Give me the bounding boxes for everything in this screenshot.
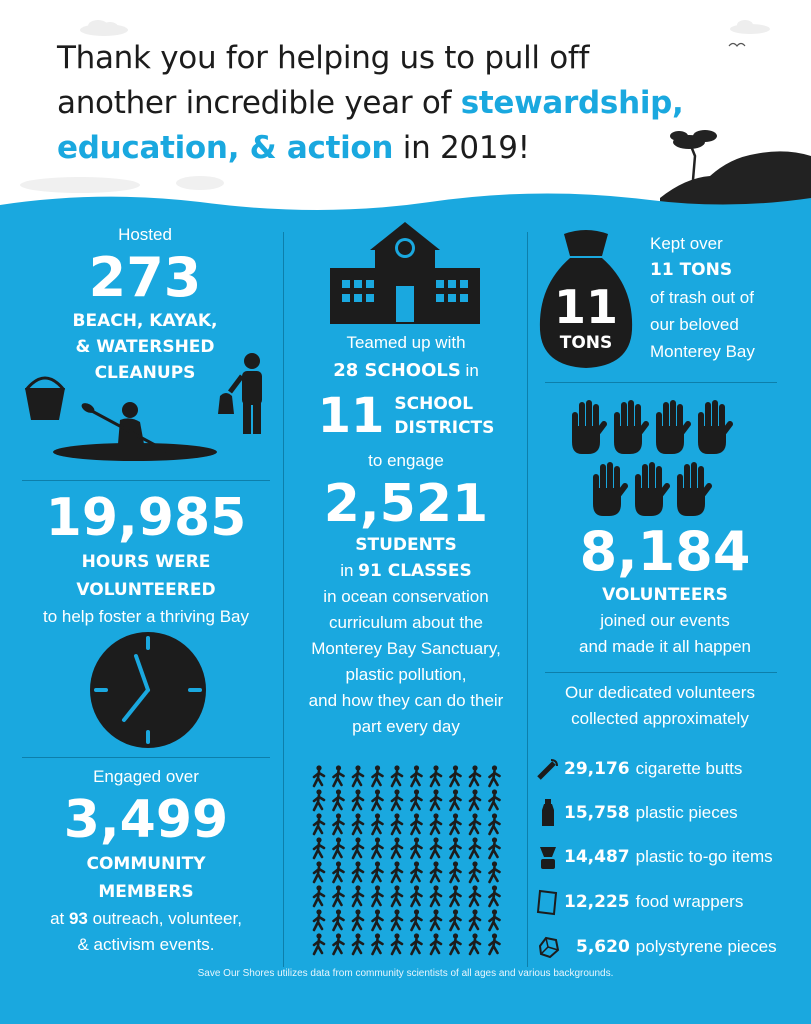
walking-person-icon xyxy=(353,837,363,858)
collected-item xyxy=(536,754,742,784)
walking-person-icon xyxy=(451,909,461,930)
walking-person-icon xyxy=(334,909,344,930)
raised-hands-group xyxy=(570,398,750,524)
divider xyxy=(22,480,270,481)
cleanups-number: 273 xyxy=(88,246,202,309)
collected-item xyxy=(536,842,773,872)
raised-hand-icon xyxy=(572,400,604,454)
walking-person-icon xyxy=(412,765,422,786)
walking-person-icon xyxy=(451,933,461,954)
hours-number: 19,985 xyxy=(45,488,247,548)
headline-line2: another incredible year of xyxy=(57,85,461,121)
schools-pre: Teamed up with xyxy=(346,333,466,352)
header xyxy=(0,0,811,230)
headline-education-action: education, & action xyxy=(57,130,394,166)
trash-l2: 11 TONS xyxy=(650,260,733,280)
walking-person-icon xyxy=(451,885,461,906)
raised-hand-icon xyxy=(677,462,709,516)
schools-desc3: Monterey Bay Sanctuary, xyxy=(311,639,501,658)
community-line1: COMMUNITY xyxy=(86,854,206,874)
community-at: at xyxy=(50,909,69,928)
walking-person-icon xyxy=(470,789,480,810)
classes-count: 91 CLASSES xyxy=(358,561,472,581)
walking-person-icon xyxy=(490,861,500,882)
walking-person-icon xyxy=(314,813,324,834)
collected-intro2: collected approximately xyxy=(571,709,749,728)
trash-l4: our beloved xyxy=(650,315,739,334)
collected-item-number: 15,758 xyxy=(564,803,630,823)
walking-person-icon xyxy=(334,813,344,834)
walking-person-icon xyxy=(470,933,480,954)
walking-person-icon xyxy=(314,789,324,810)
volunteers-label: VOLUNTEERS xyxy=(602,585,728,605)
walking-person-icon xyxy=(392,909,402,930)
cleanups-line1: BEACH, KAYAK, xyxy=(72,311,218,331)
walking-person-icon xyxy=(392,885,402,906)
school-building-icon xyxy=(330,222,480,326)
walking-person-icon xyxy=(490,813,500,834)
raised-hand-icon xyxy=(614,400,646,454)
community-number: 3,499 xyxy=(63,790,229,850)
students-label: STUDENTS xyxy=(355,535,457,555)
headline-stewardship: stewardship, xyxy=(460,85,684,121)
walking-person-icon xyxy=(334,765,344,786)
collected-item xyxy=(536,798,738,828)
volunteers-number: 8,184 xyxy=(579,520,751,583)
trash-l1: Kept over xyxy=(650,234,723,253)
cleanups-line3: CLEANUPS xyxy=(94,363,196,383)
walking-person-icon xyxy=(451,765,461,786)
walking-person-icon xyxy=(334,861,344,882)
walking-person-icon xyxy=(353,861,363,882)
to-go-cup-icon xyxy=(536,843,560,871)
walking-person-icon xyxy=(451,837,461,858)
collected-item-number: 12,225 xyxy=(564,892,630,912)
collected-item-number: 14,487 xyxy=(564,847,630,867)
collected-item-label: polystyrene pieces xyxy=(635,937,777,956)
walking-person-icon xyxy=(490,909,500,930)
walking-person-icon xyxy=(490,837,500,858)
walking-person-icon xyxy=(314,861,324,882)
walking-person-icon xyxy=(392,933,402,954)
schools-desc4: plastic pollution, xyxy=(345,665,467,684)
walking-person-icon xyxy=(431,861,441,882)
walking-person-icon xyxy=(490,933,500,954)
trash-l3: of trash out of xyxy=(650,288,754,307)
divider xyxy=(283,232,284,967)
walking-person-icon xyxy=(314,837,324,858)
walking-person-icon xyxy=(373,789,383,810)
walking-person-icon xyxy=(334,789,344,810)
walking-person-icon xyxy=(451,789,461,810)
walking-person-icon xyxy=(373,765,383,786)
walking-person-icon xyxy=(314,909,324,930)
raised-hand-icon xyxy=(656,400,688,454)
walking-person-icon xyxy=(412,933,422,954)
walking-person-icon xyxy=(334,837,344,858)
polystyrene-icon xyxy=(536,933,560,961)
community-pre: Engaged over xyxy=(93,767,199,786)
walking-person-icon xyxy=(431,789,441,810)
footer-note: Save Our Shores utilizes data from community scientists of all ages and various backgrounds. xyxy=(197,968,614,979)
collected-item-number: 29,176 xyxy=(564,759,630,779)
divider xyxy=(545,672,777,673)
walking-person-icon xyxy=(470,765,480,786)
walking-person-icon xyxy=(314,933,324,954)
walking-person-icon xyxy=(353,789,363,810)
classes-in: in xyxy=(340,561,359,580)
districts-line2: DISTRICTS xyxy=(394,418,495,438)
divider xyxy=(527,232,528,967)
walking-person-icon xyxy=(314,885,324,906)
collected-item-label: cigarette butts xyxy=(635,759,743,778)
walking-person-icon xyxy=(451,813,461,834)
students-number: 2,521 xyxy=(323,474,489,534)
walking-person-icon xyxy=(412,909,422,930)
walking-person-icon xyxy=(490,789,500,810)
clock-icon xyxy=(88,630,208,750)
community-events-text: outreach, volunteer, xyxy=(87,909,242,928)
collected-item-label: food wrappers xyxy=(635,892,744,911)
students-walking-grid xyxy=(308,765,508,960)
volunteers-l2: and made it all happen xyxy=(578,637,752,656)
collected-intro1: Our dedicated volunteers xyxy=(565,683,755,702)
walking-person-icon xyxy=(451,861,461,882)
hours-line1: HOURS WERE xyxy=(81,552,211,572)
headline-year: in 2019! xyxy=(393,130,530,166)
schools-desc2: curriculum about the xyxy=(328,613,484,632)
walking-person-icon xyxy=(373,861,383,882)
cleanups-pre: Hosted xyxy=(118,225,172,244)
districts-line1: SCHOOL xyxy=(394,394,474,414)
volunteers-l1: joined our events xyxy=(600,611,730,630)
walking-person-icon xyxy=(431,837,441,858)
bottle-icon xyxy=(536,799,560,827)
trash-l5: Monterey Bay xyxy=(650,342,755,361)
bag-number: 11 xyxy=(553,280,618,334)
divider xyxy=(545,382,777,383)
collected-item xyxy=(536,932,777,962)
walking-person-icon xyxy=(412,789,422,810)
walking-person-icon xyxy=(392,861,402,882)
hours-line2: VOLUNTEERED xyxy=(76,580,216,600)
raised-hand-icon xyxy=(635,462,667,516)
divider xyxy=(22,757,270,758)
walking-person-icon xyxy=(353,813,363,834)
walking-person-icon xyxy=(373,909,383,930)
walking-person-icon xyxy=(373,885,383,906)
raised-hand-icon xyxy=(698,400,730,454)
community-line4: & activism events. xyxy=(77,935,215,954)
walking-person-icon xyxy=(334,933,344,954)
schools-engage: to engage xyxy=(368,451,444,470)
walking-person-icon xyxy=(431,813,441,834)
walking-person-icon xyxy=(470,861,480,882)
walking-person-icon xyxy=(412,861,422,882)
walking-person-icon xyxy=(353,765,363,786)
walking-person-icon xyxy=(412,813,422,834)
schools-desc6: part every day xyxy=(352,717,460,736)
wrapper-icon xyxy=(536,888,560,916)
walking-person-icon xyxy=(470,885,480,906)
cloud-icon xyxy=(78,18,130,36)
schools-desc5: and how they can do their xyxy=(308,691,504,710)
community-line2: MEMBERS xyxy=(98,882,194,902)
walking-person-icon xyxy=(470,909,480,930)
walking-person-icon xyxy=(490,885,500,906)
walking-person-icon xyxy=(470,837,480,858)
walking-person-icon xyxy=(373,837,383,858)
walking-person-icon xyxy=(412,837,422,858)
walking-person-icon xyxy=(412,885,422,906)
walking-person-icon xyxy=(431,909,441,930)
walking-person-icon xyxy=(431,765,441,786)
raised-hand-icon xyxy=(593,462,625,516)
walking-person-icon xyxy=(373,813,383,834)
community-events-count: 93 xyxy=(68,909,88,928)
hours-line3: to help foster a thriving Bay xyxy=(42,607,249,626)
collected-item-label: plastic to-go items xyxy=(635,847,773,866)
cigarette-icon xyxy=(536,755,560,783)
collected-item xyxy=(536,887,743,917)
stats-panel xyxy=(0,222,811,1024)
walking-person-icon xyxy=(353,909,363,930)
walking-person-icon xyxy=(314,765,324,786)
schools-count: 28 SCHOOLS xyxy=(333,360,461,381)
collected-item-label: plastic pieces xyxy=(635,803,738,822)
walking-person-icon xyxy=(373,933,383,954)
bird-icon xyxy=(728,40,746,50)
walking-person-icon xyxy=(431,933,441,954)
kayak-icon xyxy=(50,400,220,470)
headline-line1: Thank you for helping us to pull off xyxy=(57,40,590,76)
person-with-bag-icon xyxy=(212,352,272,437)
walking-person-icon xyxy=(353,933,363,954)
walking-person-icon xyxy=(392,813,402,834)
walking-person-icon xyxy=(392,765,402,786)
walking-person-icon xyxy=(490,765,500,786)
walking-person-icon xyxy=(431,885,441,906)
walking-person-icon xyxy=(334,885,344,906)
schools-desc1: in ocean conservation xyxy=(323,587,489,606)
cleanups-line2: & WATERSHED xyxy=(75,337,215,357)
walking-person-icon xyxy=(392,789,402,810)
collected-item-number: 5,620 xyxy=(576,937,630,957)
bag-unit: TONS xyxy=(559,333,613,353)
walking-person-icon xyxy=(470,813,480,834)
walking-person-icon xyxy=(392,837,402,858)
schools-in: in xyxy=(460,361,479,380)
districts-number: 11 xyxy=(317,388,385,444)
walking-person-icon xyxy=(353,885,363,906)
cloud-icon xyxy=(728,18,772,34)
